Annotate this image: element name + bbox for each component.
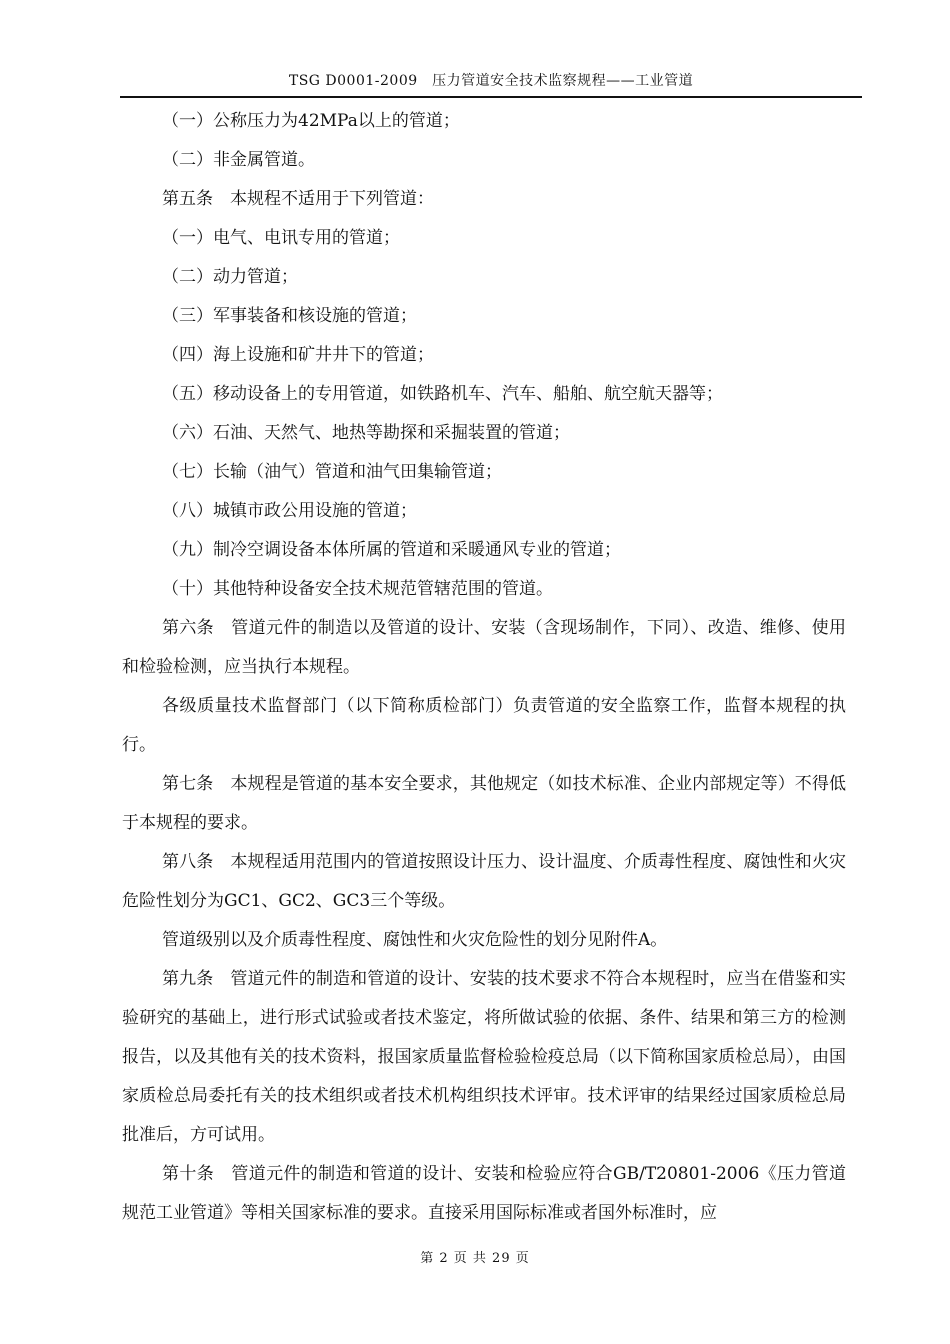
paragraph: （四）海上设施和矿井井下的管道；: [162, 345, 434, 365]
paragraph: 管道级别以及介质毒性程度、腐蚀性和火灾危险性的划分见附件A。: [162, 930, 668, 950]
article-6: 第六条 管道元件的制造以及管道的设计、安装（含现场制作，下同）、改造、维修、使用和检验检测，应当执行本规程。: [122, 618, 846, 677]
paragraph: （二）动力管道；: [162, 267, 298, 287]
article-heading-5: 第五条 本规程不适用于下列管道：: [162, 189, 434, 209]
paragraph: （八）城镇市政公用设施的管道；: [162, 501, 417, 521]
paragraph: （二）非金属管道。: [162, 150, 315, 170]
paragraph: （七）长输（油气）管道和油气田集输管道；: [162, 462, 502, 482]
header-divider: [120, 96, 862, 98]
article-10: 第十条 管道元件的制造和管道的设计、安装和检验应符合GB/T20801-2006《压力管道规范工业管道》等相关国家标准的要求。直接采用国际标准或者国外标准时，应: [122, 1164, 846, 1223]
paragraph: 各级质量技术监督部门（以下简称质检部门）负责管道的安全监察工作，监督本规程的执行。: [122, 696, 846, 755]
paragraph: （一）公称压力为42MPa以上的管道；: [162, 111, 460, 131]
paragraph: （五）移动设备上的专用管道，如铁路机车、汽车、船舶、航空航天器等；: [162, 384, 723, 404]
paragraph: （十）其他特种设备安全技术规范管辖范围的管道。: [162, 579, 553, 599]
paragraph: （六）石油、天然气、地热等勘探和采掘装置的管道；: [162, 423, 570, 443]
page-number-footer: 第 2 页 共 29 页: [420, 1251, 530, 1266]
article-8: 第八条 本规程适用范围内的管道按照设计压力、设计温度、介质毒性程度、腐蚀性和火灾危险性划分为GC1、GC2、GC3三个等级。: [122, 852, 846, 911]
paragraph: （三）军事装备和核设施的管道；: [162, 306, 417, 326]
paragraph: （九）制冷空调设备本体所属的管道和采暖通风专业的管道；: [162, 540, 621, 560]
running-header: TSG D0001-2009 压力管道安全技术监察规程——工业管道: [288, 73, 694, 89]
paragraph: （一）电气、电讯专用的管道；: [162, 228, 400, 248]
article-9: 第九条 管道元件的制造和管道的设计、安装的技术要求不符合本规程时，应当在借鉴和实验研究的基础上，进行形式试验或者技术鉴定，将所做试验的依据、条件、结果和第三方的检测报告，以及其他有关的技术资料，报国家质量监督检验检疫总局（以下简称国家质检总局），由国家质检总局委托有关的技术组织或者技术机构组织技术评审。技术评审的结果经过国家质检总局批准后，方可试用。: [122, 969, 846, 1145]
document-body: [122, 102, 846, 1233]
article-7: 第七条 本规程是管道的基本安全要求，其他规定（如技术标准、企业内部规定等）不得低于本规程的要求。: [122, 774, 846, 833]
